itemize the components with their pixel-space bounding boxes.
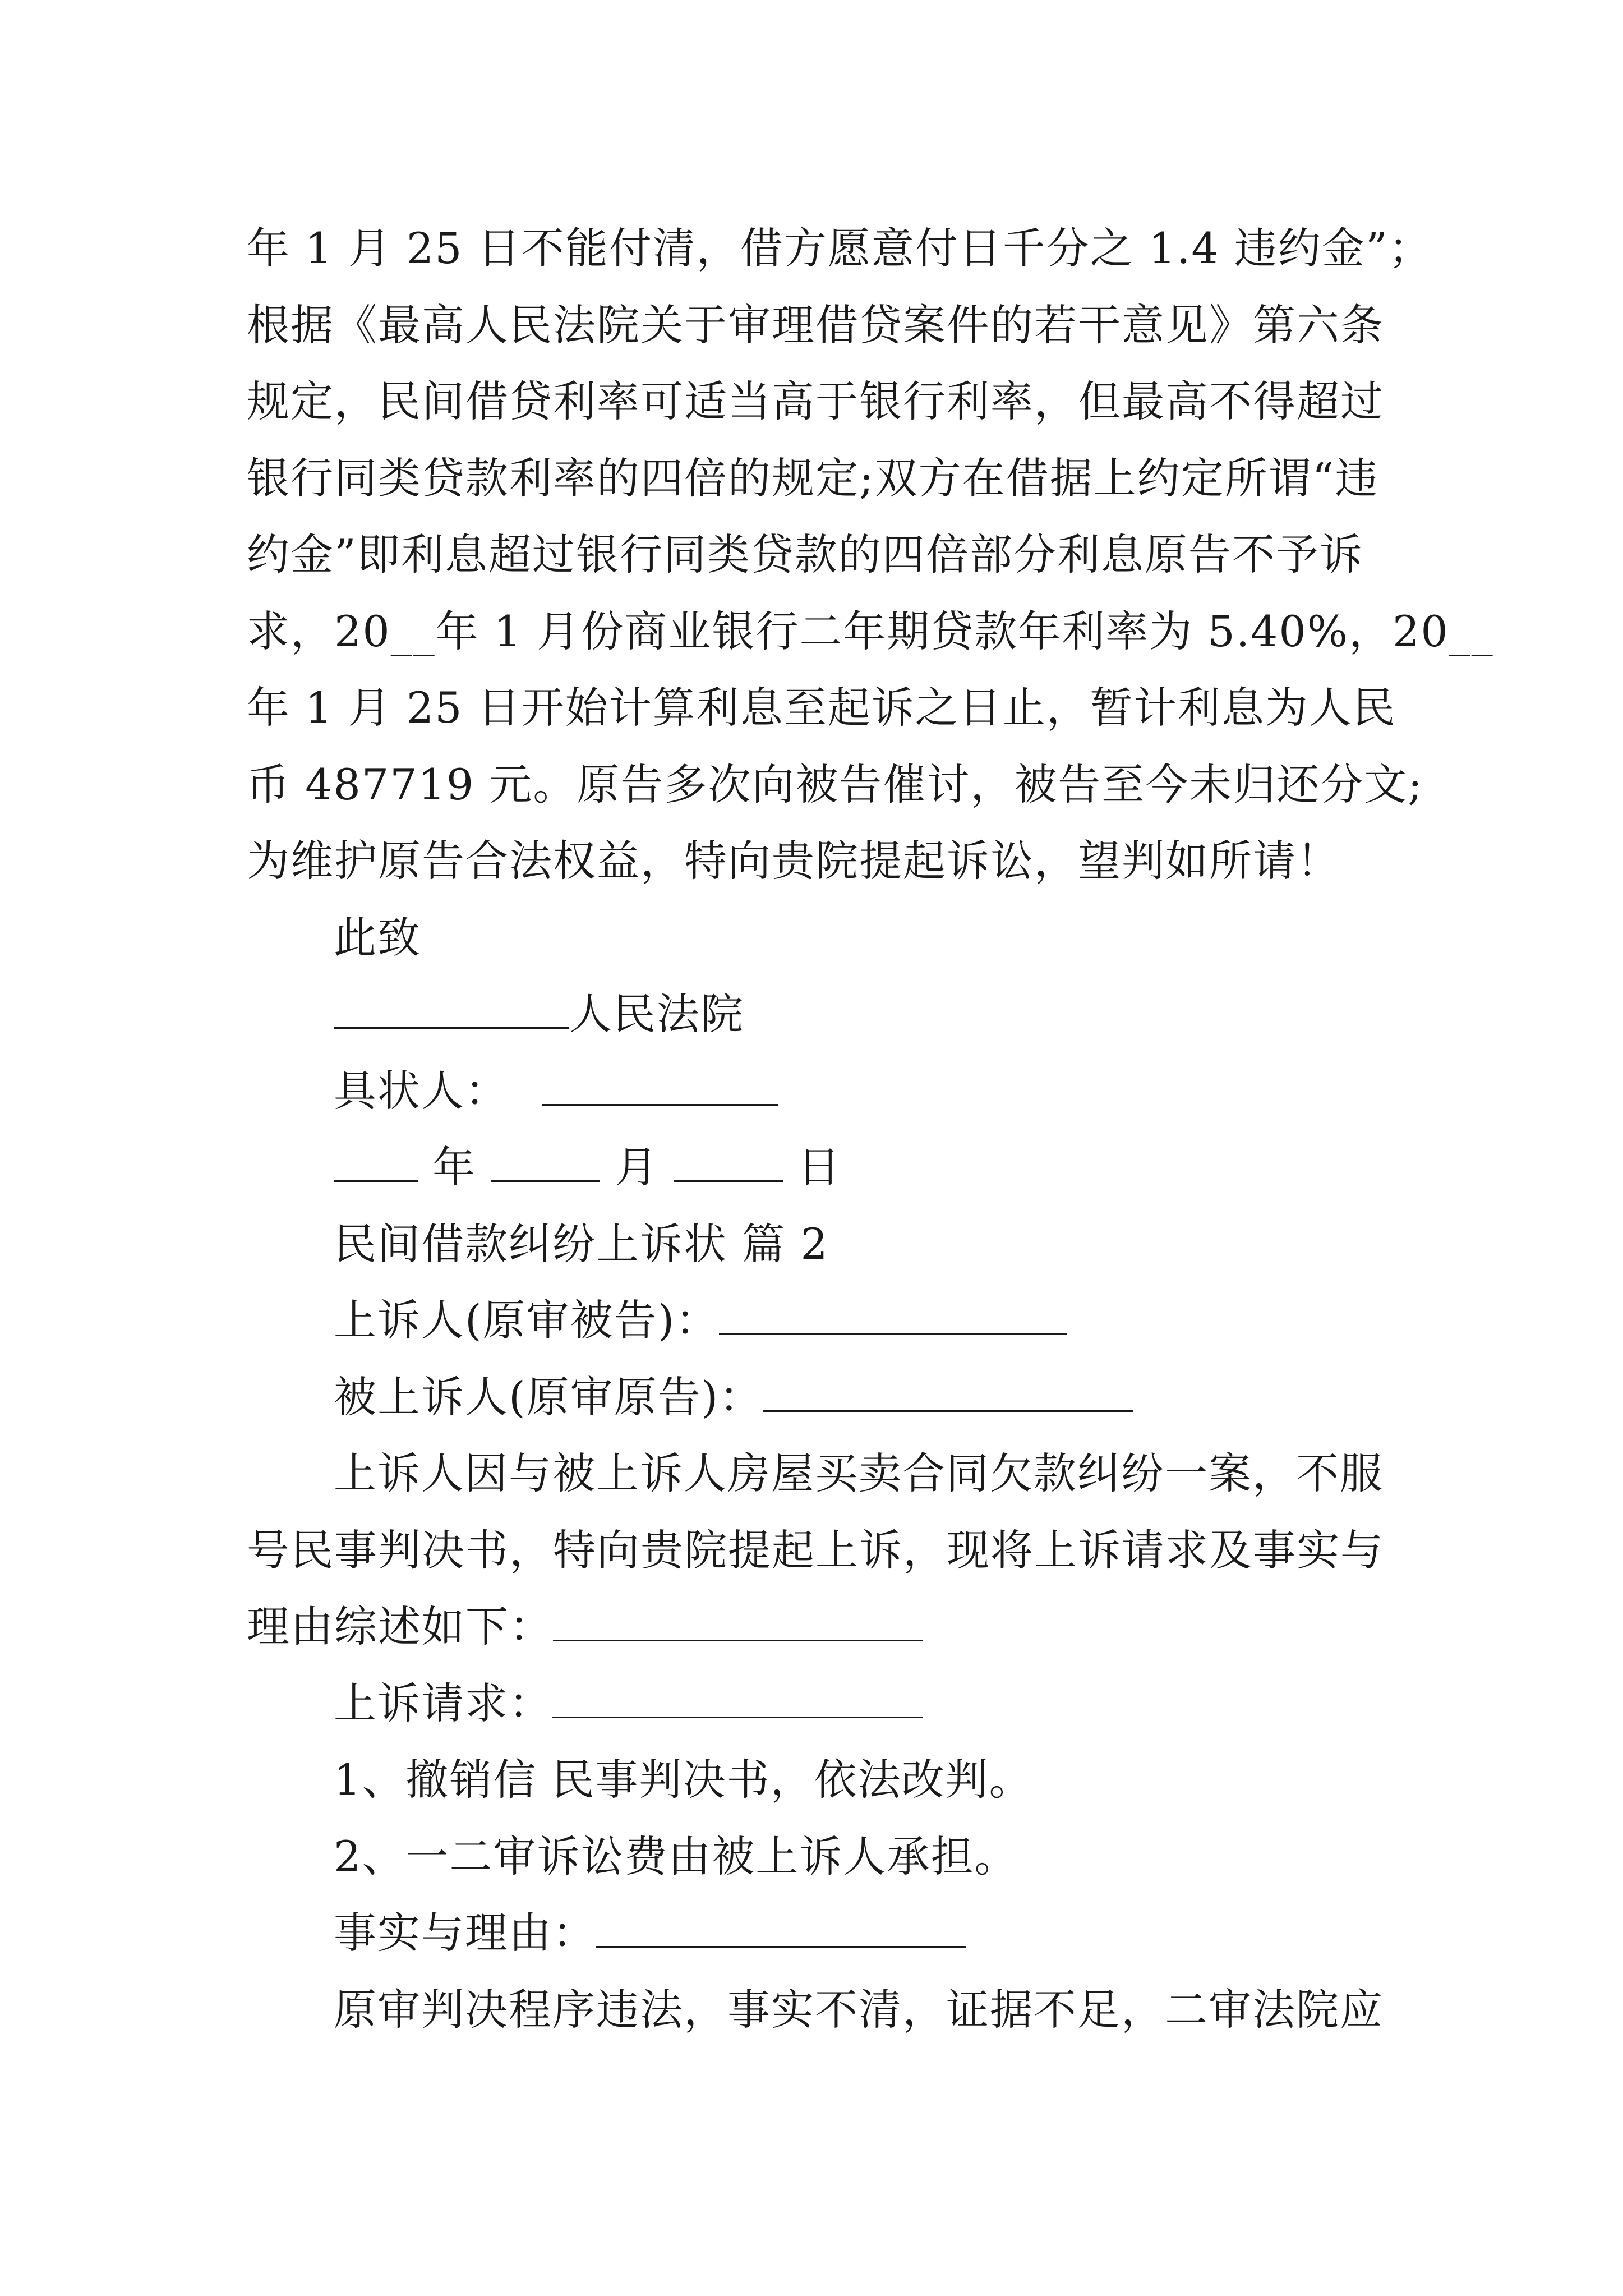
section-title: 民间借款纠纷上诉状 篇 2 xyxy=(334,1218,829,1269)
summary-label: 理由综述如下： xyxy=(247,1602,553,1651)
year-blank xyxy=(334,1169,418,1182)
text-line: 币 487719 元。原告多次向被告催讨，被告至今未归还分文; xyxy=(247,759,1424,809)
paragraph-line: 原审判决程序违法，事实不清，证据不足，二审法院应 xyxy=(334,1984,1384,2035)
text-line: 求，20__年 1 月份商业银行二年期贷款年利率为 5.40%，20__ xyxy=(247,606,1494,656)
request-line xyxy=(247,1665,1374,1742)
date-month: 月 xyxy=(615,1142,659,1192)
paragraph-line xyxy=(247,1589,1374,1665)
court-name-blank xyxy=(334,1016,569,1029)
plaintiff-blank xyxy=(542,1093,778,1106)
month-blank xyxy=(491,1169,600,1182)
facts-blank xyxy=(596,1935,966,1948)
facts-line xyxy=(247,1895,1374,1972)
request-label: 上诉请求： xyxy=(334,1678,552,1728)
appellee-label: 被上诉人(原审原告)： xyxy=(334,1372,763,1422)
text-line: 根据《最高人民法院关于审理借贷案件的若干意见》第六条 xyxy=(247,300,1384,350)
salutation: 此致 xyxy=(334,912,421,963)
paragraph-line: 上诉人因与被上诉人房屋买卖合同欠款纠纷一案，不服 xyxy=(334,1448,1384,1498)
date-day: 日 xyxy=(797,1142,841,1192)
appellee-line xyxy=(247,1359,1374,1436)
day-blank xyxy=(674,1169,783,1182)
paragraph-line: 号民事判决书，特向贵院提起上诉，现将上诉请求及事实与 xyxy=(247,1525,1384,1575)
text-line: 约金”即利息超过银行同类贷款的四倍部分利息原告不予诉 xyxy=(247,530,1363,579)
text-line: 银行同类贷款利率的四倍的规定;双方在借据上约定所谓“违 xyxy=(247,453,1379,503)
appellee-blank xyxy=(763,1399,1133,1412)
plaintiff-label: 具状人： xyxy=(334,1065,509,1116)
document-page xyxy=(247,210,1494,2048)
text-line: 为维护原告合法权益，特向贵院提起诉讼，望判如所请！ xyxy=(247,836,1340,886)
appellant-blank xyxy=(719,1322,1067,1335)
court-suffix: 人民法院 xyxy=(569,989,744,1039)
court-line xyxy=(247,976,1374,1053)
appellant-line xyxy=(247,1282,1374,1359)
request-item: 2、一二审诉讼费由被上诉人承担。 xyxy=(334,1831,1018,1881)
request-item: 1、撤销信 民事判决书，依法改判。 xyxy=(334,1755,1033,1805)
text-line: 年 1 月 25 日开始计算利息至起诉之日止，暂计利息为人民 xyxy=(247,683,1396,733)
plaintiff-line xyxy=(247,1053,1374,1130)
summary-blank xyxy=(553,1628,923,1641)
request-blank xyxy=(552,1705,923,1718)
appellant-label: 上诉人(原审被告)： xyxy=(334,1295,720,1345)
text-line: 规定，民间借贷利率可适当高于银行利率，但最高不得超过 xyxy=(247,376,1384,426)
date-line xyxy=(247,1129,1374,1206)
facts-label: 事实与理由： xyxy=(334,1908,596,1958)
text-line: 年 1 月 25 日不能付清，借方愿意付日千分之 1.4 违约金”； xyxy=(247,223,1432,273)
date-year: 年 xyxy=(432,1142,477,1192)
